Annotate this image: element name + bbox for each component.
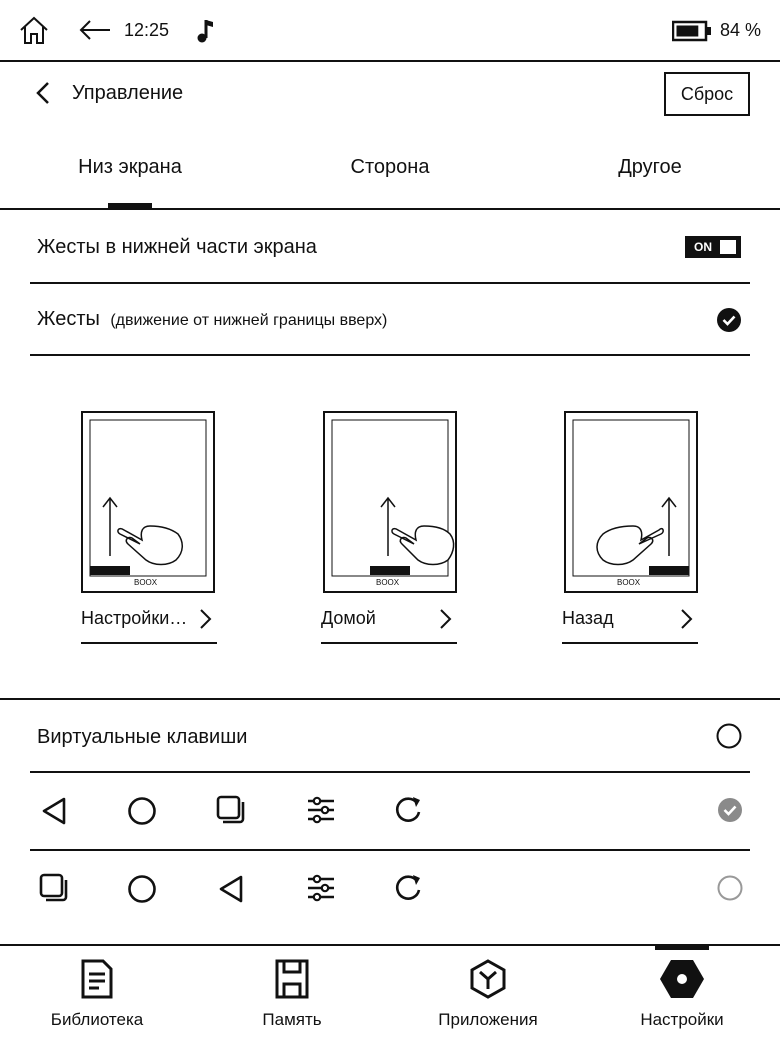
device-brand: BOOX — [376, 578, 400, 587]
battery-icon — [672, 20, 712, 42]
divider — [0, 208, 780, 210]
back-chevron-icon[interactable] — [34, 80, 52, 106]
recent-apps-icon — [38, 872, 70, 904]
virtual-keys-layout-1[interactable] — [30, 772, 750, 848]
toggle-label: ON — [694, 240, 712, 254]
chevron-right-icon[interactable] — [679, 608, 693, 630]
refresh-icon — [392, 794, 424, 826]
home-icon[interactable] — [18, 14, 50, 46]
back-triangle-icon — [217, 874, 245, 904]
sliders-icon — [305, 794, 337, 826]
back-arrow-icon[interactable] — [78, 18, 112, 42]
nav-settings-label[interactable]: Настройки — [640, 1010, 724, 1029]
device-illustration-icon — [563, 410, 703, 594]
nav-storage-label[interactable]: Память — [262, 1010, 322, 1029]
divider — [562, 642, 698, 644]
status-time: 12:25 — [124, 20, 170, 40]
storage-icon — [274, 958, 310, 1000]
gesture-action-settings[interactable]: Настройки… — [81, 608, 188, 628]
toggle-knob — [720, 240, 736, 254]
divider — [30, 354, 750, 356]
nav-apps[interactable] — [408, 950, 568, 1050]
gestures-selected-check-icon[interactable] — [716, 307, 742, 333]
back-triangle-icon — [40, 796, 68, 826]
bottom-gestures-label: Жесты в нижней части экрана — [37, 236, 317, 258]
gesture-action-back[interactable]: Назад — [562, 608, 614, 628]
nav-library-label[interactable]: Библиотека — [50, 1010, 144, 1029]
gestures-sublabel: (движение от нижней границы вверх) — [110, 312, 388, 329]
divider — [321, 642, 457, 644]
virtual-keys-layout-2[interactable] — [30, 850, 750, 926]
tab-side[interactable]: Сторона — [350, 156, 430, 178]
nav-storage[interactable] — [212, 950, 372, 1050]
music-note-icon[interactable] — [196, 16, 216, 44]
divider — [0, 698, 780, 700]
battery-percent: 84 % — [720, 20, 762, 40]
settings-icon — [658, 958, 706, 1000]
tab-other[interactable]: Другое — [618, 156, 682, 178]
device-illustration-icon — [80, 410, 220, 594]
nav-library[interactable] — [17, 950, 177, 1050]
gesture-action-home[interactable]: Домой — [321, 608, 376, 628]
home-circle-icon — [127, 796, 157, 826]
apps-icon — [467, 958, 509, 1000]
divider — [0, 60, 780, 62]
device-brand: BOOX — [134, 578, 158, 587]
nav-apps-label[interactable]: Приложения — [438, 1010, 538, 1029]
nav-settings[interactable] — [602, 950, 762, 1050]
sliders-icon — [305, 872, 337, 904]
gestures-row[interactable] — [37, 308, 737, 336]
layout-1-check-icon[interactable] — [717, 797, 743, 823]
device-illustration-icon — [322, 410, 462, 594]
home-circle-icon — [127, 874, 157, 904]
page-title: Управление — [72, 82, 184, 104]
bottom-gestures-toggle[interactable] — [685, 236, 741, 258]
library-icon — [79, 958, 115, 1000]
divider — [81, 642, 217, 644]
device-brand: BOOX — [617, 578, 641, 587]
chevron-right-icon[interactable] — [438, 608, 452, 630]
recent-apps-icon — [215, 794, 247, 826]
virtual-keys-label: Виртуальные клавиши — [37, 726, 248, 748]
refresh-icon — [392, 872, 424, 904]
status-bar — [0, 0, 780, 60]
layout-2-radio-icon[interactable] — [717, 875, 743, 901]
chevron-right-icon[interactable] — [198, 608, 212, 630]
divider — [30, 282, 750, 284]
virtual-keys-radio-icon[interactable] — [716, 723, 742, 749]
reset-button[interactable]: Сброс — [664, 72, 750, 116]
gestures-label: Жесты — [37, 308, 100, 330]
tab-bottom-screen[interactable]: Низ экрана — [78, 156, 182, 178]
